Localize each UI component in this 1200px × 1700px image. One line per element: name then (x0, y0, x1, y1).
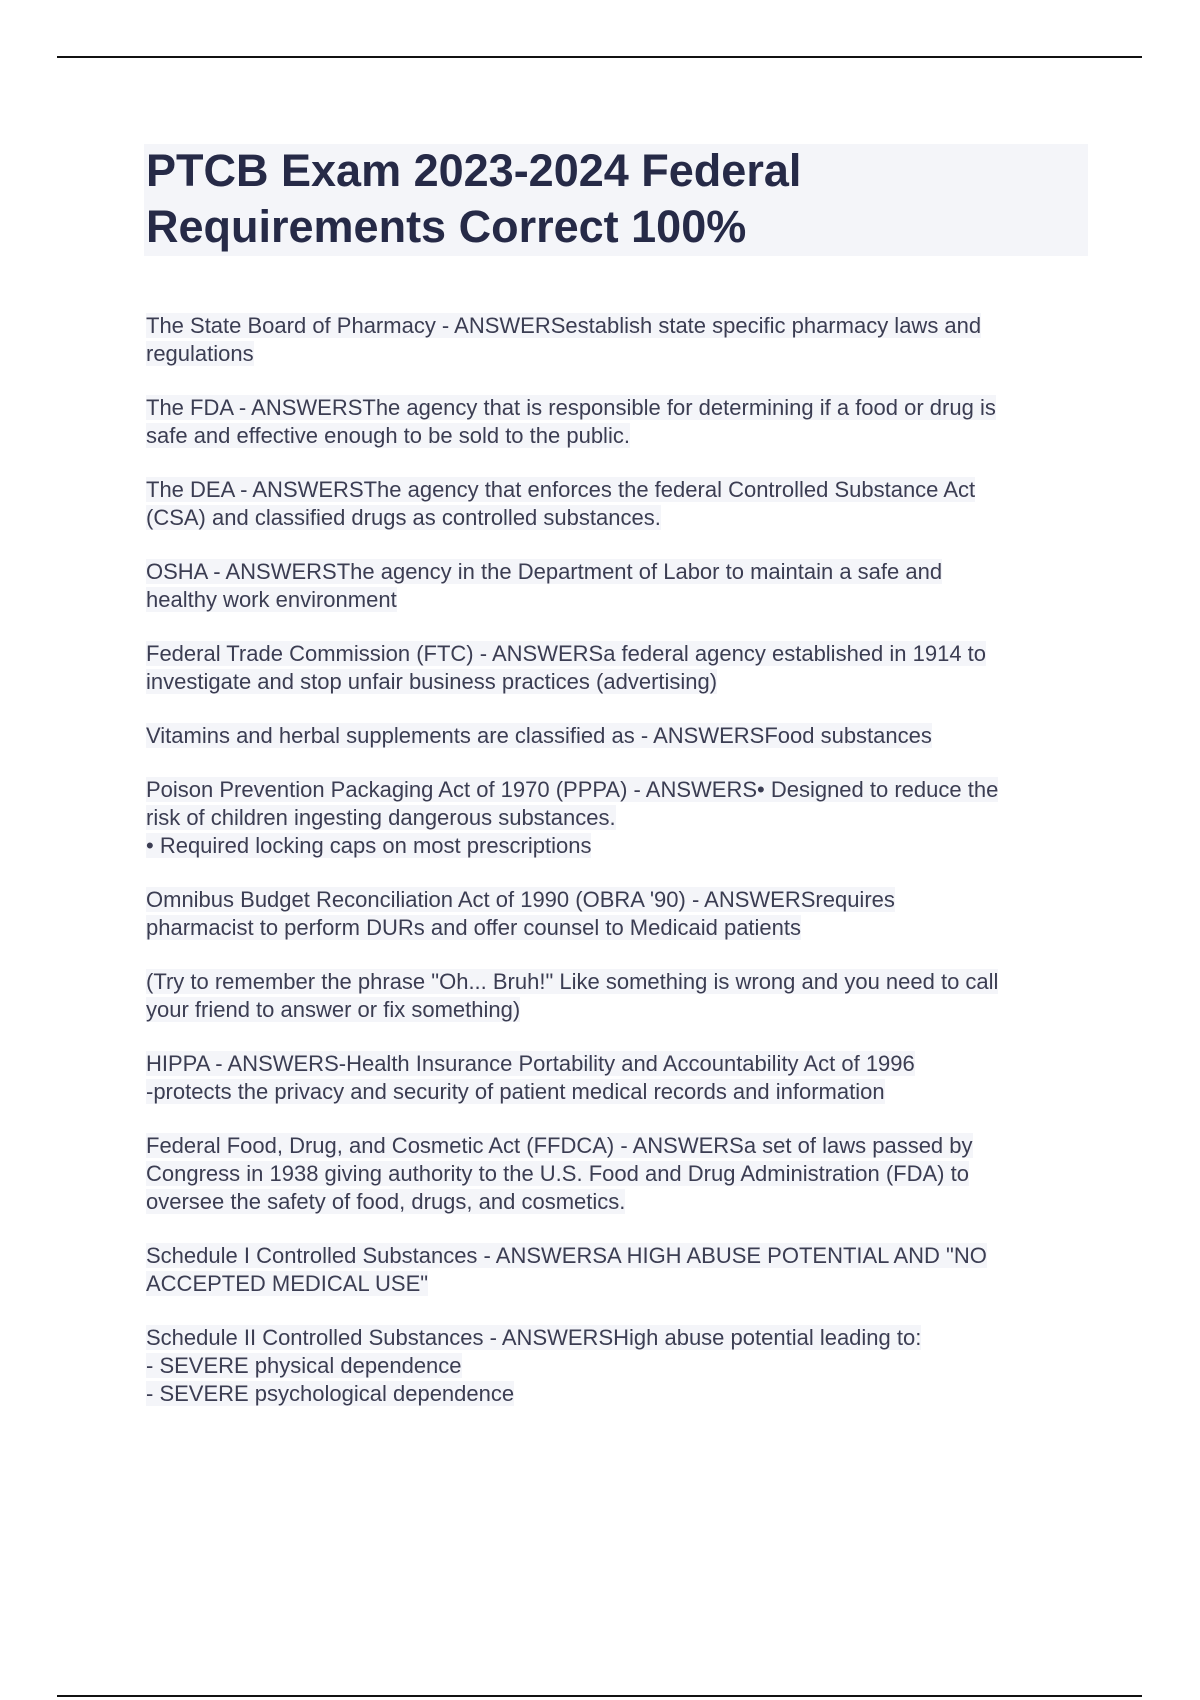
document-title (146, 143, 1046, 255)
top-rule (57, 56, 1142, 58)
qa-entry-line (146, 340, 1096, 368)
qa-entry-text: Federal Food, Drug, and Cosmetic Act (FFDCA) - ANSWERSa set of laws passed by (146, 1133, 973, 1158)
qa-entry-line (146, 804, 1096, 832)
qa-entry-text: (CSA) and classified drugs as controlled substances. (146, 505, 661, 530)
qa-entry-text: The State Board of Pharmacy - ANSWERSestablish state specific pharmacy laws and (146, 313, 982, 338)
qa-entry (146, 1324, 1096, 1408)
title-line: PTCB Exam 2023-2024 Federal (146, 145, 802, 196)
qa-entry-line (146, 886, 1096, 914)
qa-entry-line (146, 1324, 1096, 1352)
qa-entry-text: healthy work environment (146, 587, 397, 612)
qa-entry-line (146, 668, 1096, 696)
qa-entry-text: (Try to remember the phrase "Oh... Bruh!" Like something is wrong and you need to call (146, 969, 999, 994)
qa-entry (146, 1132, 1096, 1216)
qa-entry-text: risk of children ingesting dangerous substances. (146, 805, 616, 830)
qa-entry-line (146, 586, 1096, 614)
qa-entry-line (146, 722, 1096, 750)
qa-entry-line (146, 832, 1096, 860)
qa-entry-text: Federal Trade Commission (FTC) - ANSWERSa federal agency established in 1914 to (146, 641, 987, 666)
qa-entry-text: Schedule II Controlled Substances - ANSWERSHigh abuse potential leading to: (146, 1325, 922, 1350)
qa-entry-text: investigate and stop unfair business practices (advertising) (146, 669, 718, 694)
qa-entry-text: Congress in 1938 giving authority to the U.S. Food and Drug Administration (FDA) to (146, 1161, 969, 1186)
qa-list (146, 312, 1096, 1434)
qa-entry (146, 476, 1096, 532)
qa-entry-line (146, 476, 1096, 504)
title-line: Requirements Correct 100% (146, 201, 747, 252)
qa-entry-text: your friend to answer or fix something) (146, 997, 521, 1022)
qa-entry-line (146, 312, 1096, 340)
qa-entry-text: regulations (146, 341, 254, 366)
qa-entry-text: - SEVERE psychological dependence (146, 1381, 515, 1406)
qa-entry-line (146, 1050, 1096, 1078)
qa-entry-text: Vitamins and herbal supplements are classified as - ANSWERSFood substances (146, 723, 932, 748)
qa-entry-line (146, 968, 1096, 996)
qa-entry-line (146, 1132, 1096, 1160)
qa-entry-text: ACCEPTED MEDICAL USE" (146, 1271, 429, 1296)
qa-entry-line (146, 1270, 1096, 1298)
qa-entry (146, 312, 1096, 368)
qa-entry-text: The DEA - ANSWERSThe agency that enforces the federal Controlled Substance Act (146, 477, 976, 502)
qa-entry-line (146, 1380, 1096, 1408)
qa-entry-line (146, 1188, 1096, 1216)
qa-entry (146, 1050, 1096, 1106)
qa-entry-line (146, 1242, 1096, 1270)
qa-entry-text: oversee the safety of food, drugs, and cosmetics. (146, 1189, 626, 1214)
qa-entry-text: HIPPA - ANSWERS-Health Insurance Portability and Accountability Act of 1996 (146, 1051, 915, 1076)
qa-entry (146, 394, 1096, 450)
qa-entry-line (146, 1078, 1096, 1106)
qa-entry-line (146, 914, 1096, 942)
qa-entry-line (146, 504, 1096, 532)
qa-entry (146, 558, 1096, 614)
qa-entry-text: Schedule I Controlled Substances - ANSWERSA HIGH ABUSE POTENTIAL AND "NO (146, 1243, 987, 1268)
qa-entry (146, 722, 1096, 750)
qa-entry-line (146, 996, 1096, 1024)
qa-entry-text: The FDA - ANSWERSThe agency that is responsible for determining if a food or drug is (146, 395, 996, 420)
bottom-rule (57, 1695, 1142, 1697)
qa-entry-line (146, 558, 1096, 586)
qa-entry-text: safe and effective enough to be sold to the public. (146, 423, 630, 448)
qa-entry-text: pharmacist to perform DURs and offer counsel to Medicaid patients (146, 915, 802, 940)
qa-entry (146, 640, 1096, 696)
qa-entry (146, 1242, 1096, 1298)
qa-entry-text: • Required locking caps on most prescriptions (146, 833, 592, 858)
qa-entry (146, 776, 1096, 860)
qa-entry-line (146, 640, 1096, 668)
qa-entry-line (146, 394, 1096, 422)
qa-entry-line (146, 422, 1096, 450)
qa-entry-text: OSHA - ANSWERSThe agency in the Department of Labor to maintain a safe and (146, 559, 943, 584)
qa-entry (146, 886, 1096, 942)
qa-entry-text: Omnibus Budget Reconciliation Act of 1990 (OBRA '90) - ANSWERSrequires (146, 887, 895, 912)
qa-entry-text: - SEVERE physical dependence (146, 1353, 462, 1378)
qa-entry-text: Poison Prevention Packaging Act of 1970 (PPPA) - ANSWERS• Designed to reduce the (146, 777, 999, 802)
qa-entry-line (146, 1160, 1096, 1188)
qa-entry-text: -protects the privacy and security of patient medical records and information (146, 1079, 885, 1104)
qa-entry-line (146, 776, 1096, 804)
qa-entry (146, 968, 1096, 1024)
qa-entry-line (146, 1352, 1096, 1380)
